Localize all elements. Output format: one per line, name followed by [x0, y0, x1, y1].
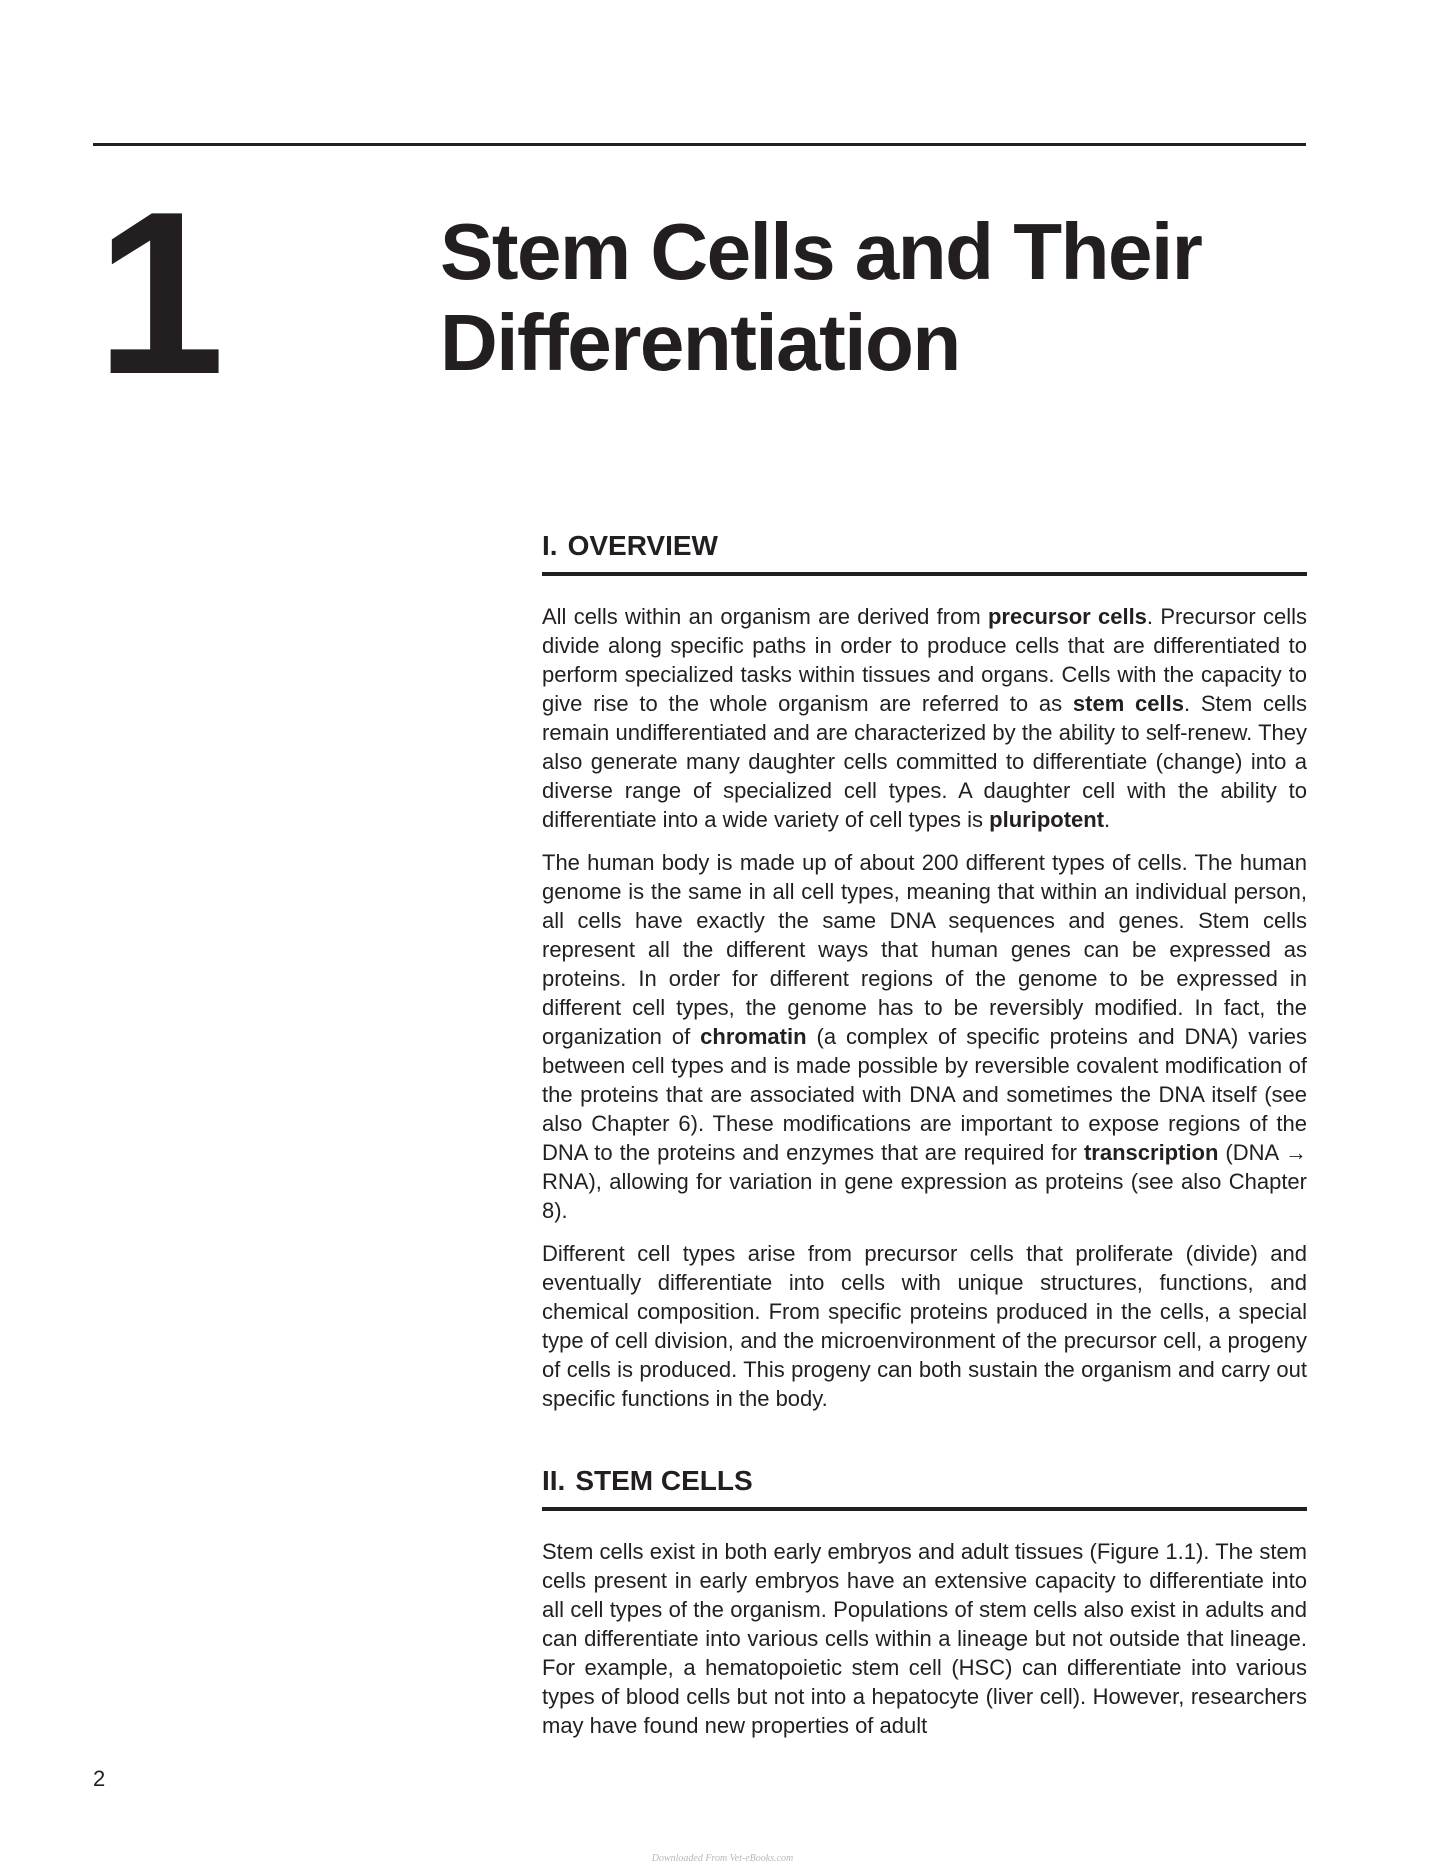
- text-run: . Precursor cells divide along specific paths in order to produce cells that are differentiated to perform specialized tasks within tissues and organs. Cells with the capacity to give rise to the whole organism are referred to as: [542, 604, 1307, 716]
- top-rule: [93, 143, 1306, 146]
- text-run: All cells within an organism are derived from: [542, 604, 988, 629]
- section-overview: [542, 528, 1307, 1413]
- paragraph: [542, 848, 1307, 1225]
- section-heading: [542, 528, 1307, 576]
- section-title: OVERVIEW: [567, 530, 718, 561]
- text-run: .: [1104, 807, 1111, 832]
- text-run: . Stem cells remain undifferentiated and are characterized by the ability to self-renew. They also generate many daughter cells committed to differentiate (change) into a diverse range of specialized cell types. A daughter cell with the ability to differentiate into a wide variety of cell types is: [542, 691, 1307, 832]
- section-heading: [542, 1463, 1307, 1511]
- section-body: [542, 602, 1307, 1413]
- bold-term: chromatin: [700, 1024, 807, 1049]
- section-number: I.: [542, 530, 558, 561]
- text-run: (a complex of specific proteins and DNA) varies between cell types and is made possible by reversible covalent modification of the proteins that are associated with DNA and sometimes the DNA itself (see also Chapter 6). These modifications are important to expose regions of the DNA to the proteins and enzymes that are required for: [542, 1024, 1307, 1165]
- chapter-title-line-1: Stem Cells and Their: [440, 207, 1202, 296]
- chapter-title: [440, 206, 1320, 388]
- bold-term: stem cells: [1072, 691, 1184, 716]
- section-title: STEM CELLS: [575, 1465, 753, 1496]
- chapter-content: [542, 528, 1307, 1754]
- chapter-number: 1: [96, 164, 220, 423]
- section-body: [542, 1537, 1307, 1740]
- chapter-title-line-2: Differentiation: [440, 298, 960, 387]
- paragraph: [542, 1239, 1307, 1413]
- section-stem-cells: [542, 1463, 1307, 1740]
- text-run: Different cell types arise from precursor cells that proliferate (divide) and eventually differentiate into cells with unique structures, functions, and chemical composition. From specific proteins produced in the cells, a special type of cell division, and the microenvironment of the precursor cell, a progeny of cells is produced. This progeny can both sustain the organism and carry out specific functions in the body.: [542, 1241, 1307, 1411]
- watermark: Downloaded From Vet-eBooks.com: [651, 1853, 794, 1864]
- text-run: The human body is made up of about 200 different types of cells. The human genome is the same in all cell types, meaning that within an individual person, all cells have exactly the same DNA sequences and genes. Stem cells represent all the different ways that human genes can be expressed as proteins. In order for different regions of the genome to be expressed in different cell types, the genome has to be reversibly modified. In fact, the organization of: [542, 850, 1307, 1049]
- bold-term: transcription: [1083, 1140, 1219, 1165]
- section-number: II.: [542, 1465, 566, 1496]
- paragraph: [542, 1537, 1307, 1740]
- page-number: 2: [93, 1766, 106, 1791]
- bold-term: precursor cells: [987, 604, 1147, 629]
- paragraph: [542, 602, 1307, 834]
- bold-term: pluripotent: [989, 807, 1105, 832]
- text-run: (DNA → RNA), allowing for variation in gene expression as proteins (see also Chapter 8).: [542, 1140, 1307, 1223]
- text-run: Stem cells exist in both early embryos and adult tissues (Figure 1.1). The stem cells present in early embryos have an extensive capacity to differentiate into all cell types of the organism. Populations of stem cells also exist in adults and can differentiate into various cells within a lineage but not outside that lineage. For example, a hematopoietic stem cell (HSC) can differentiate into various types of blood cells but not into a hepatocyte (liver cell). However, researchers may have found new properties of adult: [542, 1539, 1307, 1738]
